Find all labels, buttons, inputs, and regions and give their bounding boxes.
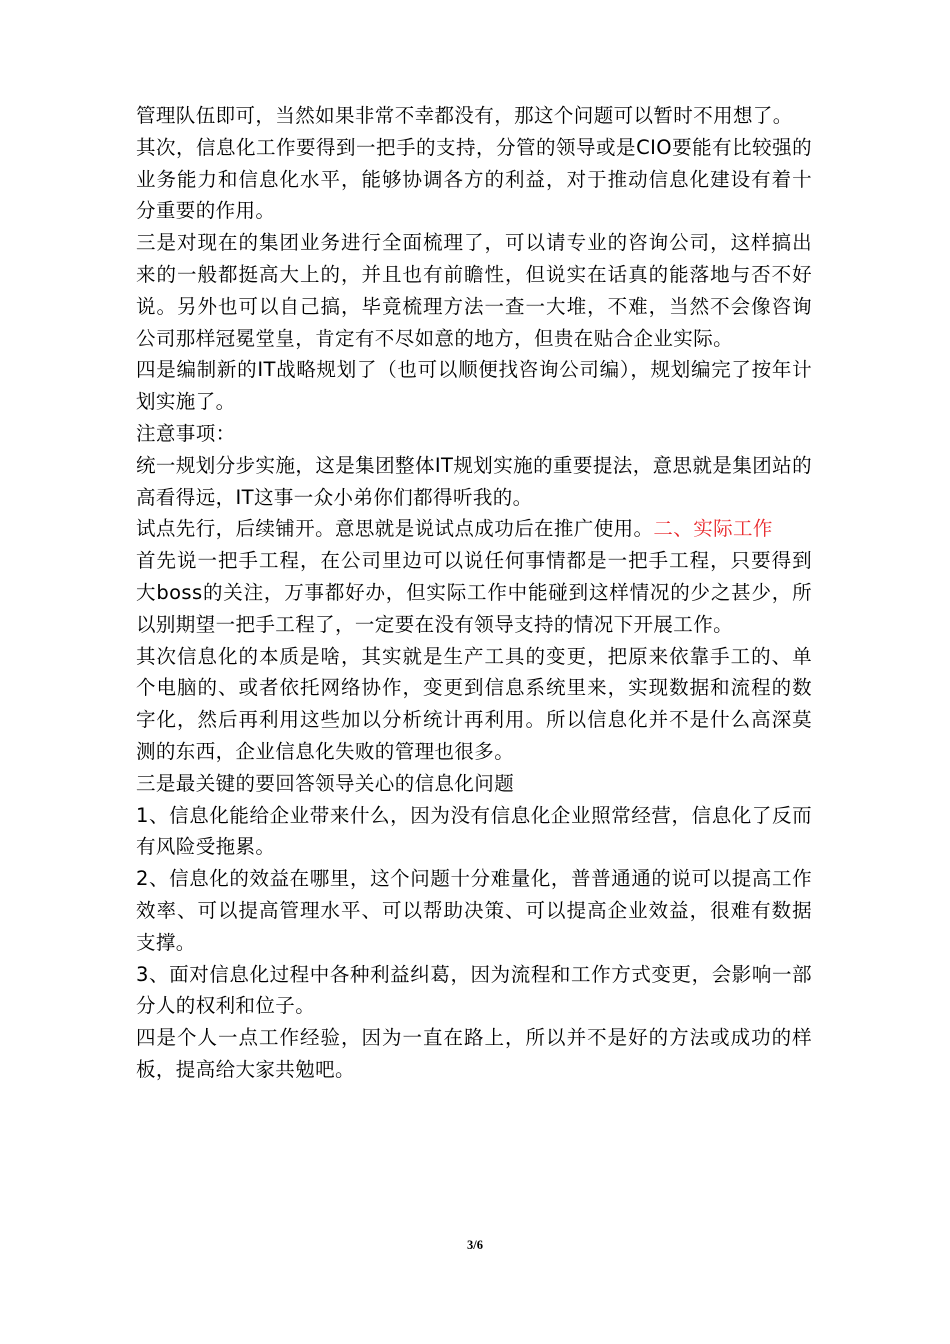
list-item: 2、信息化的效益在哪里，这个问题十分难量化，普普通通的说可以提高工作效率、可以提高管理水平、可以帮助决策、可以提高企业效益，很难有数据支撑。 xyxy=(136,867,812,954)
paragraph-with-heading xyxy=(136,513,812,545)
body-text xyxy=(136,100,812,1086)
paragraph: 管理队伍即可，当然如果非常不幸都没有，那这个问题可以暂时不用想了。 xyxy=(136,104,793,127)
paragraph: 首先说一把手工程，在公司里边可以说任何事情都是一把手工程，只要得到大boss的关注，万事都好办，但实际工作中能碰到这样情况的少之甚少，所以别期望一把手工程了，一定要在没有领导支持的情况下开展工作。 xyxy=(136,549,812,636)
paragraph: 三是最关键的要回答领导关心的信息化问题 xyxy=(136,771,515,795)
paragraph: 四是编制新的IT战略规划了（也可以顺便找咨询公司编），规划编完了按年计划实施了。 xyxy=(136,358,812,414)
list-item: 1、信息化能给企业带来什么，因为没有信息化企业照常经营，信息化了反而有风险受拖累。 xyxy=(136,803,812,859)
paragraph-text: 试点先行，后续铺开。意思就是说试点成功后在推广使用。 xyxy=(136,517,654,541)
paragraph: 统一规划分步实施，这是集团整体IT规划实施的重要提法，意思就是集团站的高看得远，IT这事一众小弟你们都得听我的。 xyxy=(136,453,812,509)
section-heading: 二、实际工作 xyxy=(653,517,773,541)
paragraph: 四是个人一点工作经验，因为一直在路上，所以并不是好的方法或成功的样板，提高给大家共勉吧。 xyxy=(136,1026,812,1081)
notes-label: 注意事项： xyxy=(136,421,236,445)
paragraph: 其次信息化的本质是啥，其实就是生产工具的变更，把原来依靠手工的、单个电脑的、或者依托网络协作，变更到信息系统里来，实现数据和流程的数字化，然后再利用这些加以分析统计再利用。所以信息化并不是什么高深莫测的东西，企业信息化失败的管理也很多。 xyxy=(136,644,812,763)
paragraph: 其次，信息化工作要得到一把手的支持，分管的领导或是CIO要能有比较强的业务能力和信息化水平，能够协调各方的利益，对于推动信息化建设有着十分重要的作用。 xyxy=(136,135,812,223)
page-number: 3/6 xyxy=(467,1238,483,1252)
list-item: 3、面对信息化过程中各种利益纠葛，因为流程和工作方式变更，会影响一部分人的权利和位子。 xyxy=(136,962,812,1018)
paragraph: 三是对现在的集团业务进行全面梳理了，可以请专业的咨询公司，这样搞出来的一般都挺高大上的，并且也有前瞻性，但说实在话真的能落地与否不好说。另外也可以自己搞，毕竟梳理方法一查一大堆，不难，当然不会像咨询公司那样冠冕堂皇，肯定有不尽如意的地方，但贵在贴合企业实际。 xyxy=(136,231,812,350)
